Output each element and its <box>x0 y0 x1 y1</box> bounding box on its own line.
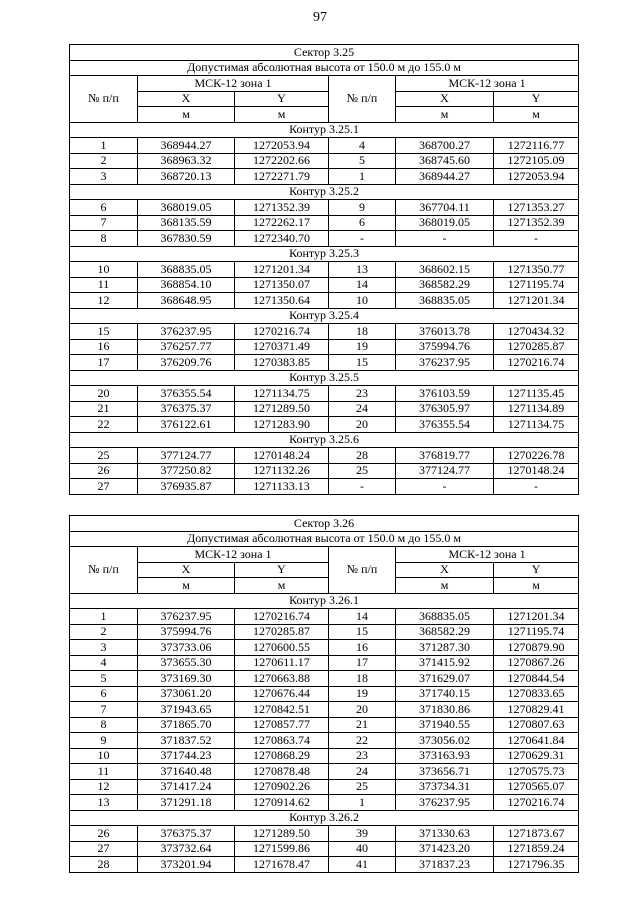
table-cell: 371740.15 <box>396 686 494 702</box>
table-cell: 3 <box>70 169 138 185</box>
table-cell: 24 <box>329 764 396 780</box>
table-row <box>70 671 579 687</box>
table-cell: 1272202.66 <box>235 153 329 169</box>
table-cell: 376237.95 <box>138 324 235 340</box>
table-row <box>70 479 579 495</box>
table-cell: 7 <box>70 215 138 231</box>
table-cell: 6 <box>70 200 138 216</box>
table-cell: 368700.27 <box>396 138 494 154</box>
table-cell: 1 <box>70 138 138 154</box>
unit-row <box>70 107 579 123</box>
table-cell: 1272262.17 <box>235 215 329 231</box>
table-cell: 1271134.75 <box>494 417 579 433</box>
table-cell: 1271350.07 <box>235 277 329 293</box>
table-cell: 1271678.47 <box>235 857 329 873</box>
table-cell: 8 <box>70 717 138 733</box>
table-cell: 1271195.74 <box>494 277 579 293</box>
table-row <box>70 401 579 417</box>
contour-row <box>70 370 579 386</box>
table-cell: 377124.77 <box>396 463 494 479</box>
table-cell: 1271796.35 <box>494 857 579 873</box>
table-cell: 1270629.31 <box>494 748 579 764</box>
table-cell: 16 <box>329 640 396 656</box>
table-cell: 1270676.44 <box>235 686 329 702</box>
table-cell: - <box>494 479 579 495</box>
contour-title: Контур 3.26.2 <box>70 810 579 826</box>
table-cell: 1271289.50 <box>235 826 329 842</box>
contour-title: Контур 3.25.6 <box>70 432 579 448</box>
table-cell: 1272105.09 <box>494 153 579 169</box>
table-row <box>70 262 579 278</box>
table-cell: 368835.05 <box>138 262 235 278</box>
table-cell: 1272271.79 <box>235 169 329 185</box>
contour-title: Контур 3.25.3 <box>70 246 579 262</box>
table-cell: - <box>329 231 396 247</box>
table-row <box>70 795 579 811</box>
table-cell: 367830.59 <box>138 231 235 247</box>
table-cell: 371291.18 <box>138 795 235 811</box>
axis-header-x: X <box>396 91 494 107</box>
table-cell: 376355.54 <box>396 417 494 433</box>
table-row <box>70 463 579 479</box>
contour-title: Контур 3.26.1 <box>70 593 579 609</box>
sector-title: Сектор 3.25 <box>70 45 579 61</box>
table-cell: 4 <box>329 138 396 154</box>
table-cell: 1270842.51 <box>235 702 329 718</box>
table-cell: 8 <box>70 231 138 247</box>
contour-row <box>70 246 579 262</box>
contour-row <box>70 432 579 448</box>
table-cell: 373732.64 <box>138 841 235 857</box>
table-cell: 1271352.39 <box>235 200 329 216</box>
table-cell: 1271132.26 <box>235 463 329 479</box>
table-cell: 1270575.73 <box>494 764 579 780</box>
table-cell: 17 <box>329 655 396 671</box>
table-cell: 376237.95 <box>396 355 494 371</box>
table-cell: 1271134.89 <box>494 401 579 417</box>
table-cell: 1 <box>70 609 138 625</box>
table-cell: 17 <box>70 355 138 371</box>
table-cell: 1271350.64 <box>235 293 329 309</box>
contour-title: Контур 3.25.5 <box>70 370 579 386</box>
table-row <box>70 702 579 718</box>
table-cell: 1270148.24 <box>494 463 579 479</box>
axis-header-y: Y <box>235 562 329 578</box>
table-row <box>70 717 579 733</box>
table-cell: 1270863.74 <box>235 733 329 749</box>
table-row <box>70 153 579 169</box>
table-row <box>70 857 579 873</box>
table-cell: 368648.95 <box>138 293 235 309</box>
table-cell: 2 <box>70 624 138 640</box>
table-cell: 371830.86 <box>396 702 494 718</box>
table-cell: 1271599.86 <box>235 841 329 857</box>
table-cell: 1271873.67 <box>494 826 579 842</box>
table-cell: 1271133.13 <box>235 479 329 495</box>
unit-header: м <box>494 107 579 123</box>
axis-header-y: Y <box>494 91 579 107</box>
table-row <box>70 324 579 340</box>
unit-header: м <box>235 107 329 123</box>
table-row <box>70 339 579 355</box>
table-cell: 25 <box>329 463 396 479</box>
table-cell: 1270902.26 <box>235 779 329 795</box>
table-cell: 1272116.77 <box>494 138 579 154</box>
num-header: № п/п <box>70 547 138 594</box>
unit-header: м <box>494 578 579 594</box>
table-cell: 1270383.85 <box>235 355 329 371</box>
table-cell: 368944.27 <box>396 169 494 185</box>
table-cell: 11 <box>70 277 138 293</box>
table-cell: 19 <box>329 339 396 355</box>
contour-row <box>70 122 579 138</box>
table-cell: 376819.77 <box>396 448 494 464</box>
height-row <box>70 60 579 76</box>
header-row <box>70 547 579 563</box>
table-cell: 1271201.34 <box>494 293 579 309</box>
table-cell: 1270371.49 <box>235 339 329 355</box>
table-cell: - <box>494 231 579 247</box>
table-row <box>70 417 579 433</box>
header-row <box>70 76 579 92</box>
table-row <box>70 748 579 764</box>
table-cell: 368582.29 <box>396 277 494 293</box>
table-cell: 1271859.24 <box>494 841 579 857</box>
table-cell: 1270434.32 <box>494 324 579 340</box>
table-row <box>70 686 579 702</box>
table-cell: 1271353.27 <box>494 200 579 216</box>
table-row <box>70 624 579 640</box>
table-cell: 371417.24 <box>138 779 235 795</box>
table-cell: 1270868.29 <box>235 748 329 764</box>
table-cell: 22 <box>70 417 138 433</box>
table-cell: 376935.87 <box>138 479 235 495</box>
table-cell: 373656.71 <box>396 764 494 780</box>
table-cell: 1270565.07 <box>494 779 579 795</box>
unit-header: м <box>396 578 494 594</box>
table-cell: 25 <box>70 448 138 464</box>
table-cell: 1270878.48 <box>235 764 329 780</box>
table-cell: 376305.97 <box>396 401 494 417</box>
table-cell: 20 <box>329 702 396 718</box>
table-cell: 10 <box>329 293 396 309</box>
table-cell: 371423.20 <box>396 841 494 857</box>
axis-header-x: X <box>396 562 494 578</box>
table-cell: 1272053.94 <box>235 138 329 154</box>
table-cell: 15 <box>329 624 396 640</box>
table-cell: 1270829.41 <box>494 702 579 718</box>
table-cell: 1270216.74 <box>494 355 579 371</box>
table-cell: 1 <box>329 795 396 811</box>
contour-row <box>70 184 579 200</box>
table-row <box>70 733 579 749</box>
table-cell: 375994.76 <box>396 339 494 355</box>
table-cell: 1271135.45 <box>494 386 579 402</box>
num-header: № п/п <box>70 76 138 123</box>
table-cell: 21 <box>70 401 138 417</box>
table-cell: 368019.05 <box>396 215 494 231</box>
table-cell: 13 <box>329 262 396 278</box>
table-cell: 1270663.88 <box>235 671 329 687</box>
table-cell: 27 <box>70 479 138 495</box>
table-cell: 376355.54 <box>138 386 235 402</box>
table-row <box>70 609 579 625</box>
table-cell: 16 <box>70 339 138 355</box>
table-cell: 41 <box>329 857 396 873</box>
table-cell: 376375.37 <box>138 826 235 842</box>
contour-row <box>70 308 579 324</box>
title-row <box>70 45 579 61</box>
table-cell: 14 <box>329 609 396 625</box>
table-cell: 376013.78 <box>396 324 494 340</box>
table-cell: 371940.55 <box>396 717 494 733</box>
table-cell: 1270641.84 <box>494 733 579 749</box>
axis-header-x: X <box>138 91 235 107</box>
table-cell: 23 <box>329 386 396 402</box>
table-cell: 27 <box>70 841 138 857</box>
table-cell: 24 <box>329 401 396 417</box>
table-cell: 371943.65 <box>138 702 235 718</box>
table-cell: 371629.07 <box>396 671 494 687</box>
axis-row <box>70 91 579 107</box>
num-header: № п/п <box>329 76 396 123</box>
table-cell: 1271201.34 <box>235 262 329 278</box>
table-cell: - <box>396 479 494 495</box>
table-cell: 376103.59 <box>396 386 494 402</box>
table-cell: 6 <box>329 215 396 231</box>
height-note: Допустимая абсолютная высота от 150.0 м до 155.0 м <box>70 531 579 547</box>
table-cell: 368602.15 <box>396 262 494 278</box>
table-cell: 14 <box>329 277 396 293</box>
table-row <box>70 215 579 231</box>
table-cell: 10 <box>70 748 138 764</box>
table-cell: 7 <box>70 702 138 718</box>
table-cell: 373163.93 <box>396 748 494 764</box>
table-cell: 1270216.74 <box>494 795 579 811</box>
table-cell: 1270216.74 <box>235 609 329 625</box>
axis-row <box>70 562 579 578</box>
sector-title: Сектор 3.26 <box>70 516 579 532</box>
table-cell: 368135.59 <box>138 215 235 231</box>
table-cell: 1271352.39 <box>494 215 579 231</box>
table-cell: 373061.20 <box>138 686 235 702</box>
table-cell: 22 <box>329 733 396 749</box>
sector-table <box>69 515 579 873</box>
num-header: № п/п <box>329 547 396 594</box>
table-cell: 13 <box>70 795 138 811</box>
table-cell: 368745.60 <box>396 153 494 169</box>
table-row <box>70 169 579 185</box>
table-cell: 21 <box>329 717 396 733</box>
contour-title: Контур 3.25.4 <box>70 308 579 324</box>
unit-header: м <box>235 578 329 594</box>
table-cell: 1270867.26 <box>494 655 579 671</box>
table-cell: 376375.37 <box>138 401 235 417</box>
zone-header: МСК-12 зона 1 <box>396 76 579 92</box>
unit-row <box>70 578 579 594</box>
table-cell: 376209.76 <box>138 355 235 371</box>
title-row <box>70 516 579 532</box>
contour-row <box>70 810 579 826</box>
table-cell: 5 <box>329 153 396 169</box>
table-row <box>70 200 579 216</box>
table-cell: 26 <box>70 826 138 842</box>
table-cell: 1271283.90 <box>235 417 329 433</box>
table-cell: 373201.94 <box>138 857 235 873</box>
table-cell: 1270216.74 <box>235 324 329 340</box>
table-cell: 371287.30 <box>396 640 494 656</box>
table-cell: 1270807.63 <box>494 717 579 733</box>
contour-title: Контур 3.25.2 <box>70 184 579 200</box>
table-row <box>70 277 579 293</box>
table-cell: 376257.77 <box>138 339 235 355</box>
table-cell: 373733.06 <box>138 640 235 656</box>
table-cell: 11 <box>70 764 138 780</box>
unit-header: м <box>138 107 235 123</box>
table-cell: 368944.27 <box>138 138 235 154</box>
height-note: Допустимая абсолютная высота от 150.0 м до 155.0 м <box>70 60 579 76</box>
table-cell: 377124.77 <box>138 448 235 464</box>
table-cell: 371415.92 <box>396 655 494 671</box>
table-row <box>70 640 579 656</box>
table-cell: 371865.70 <box>138 717 235 733</box>
table-cell: - <box>329 479 396 495</box>
table-cell: 4 <box>70 655 138 671</box>
axis-header-y: Y <box>235 91 329 107</box>
table-cell: 1270914.62 <box>235 795 329 811</box>
table-cell: 371330.63 <box>396 826 494 842</box>
table-cell: 1272053.94 <box>494 169 579 185</box>
table-cell: 5 <box>70 671 138 687</box>
table-cell: 375994.76 <box>138 624 235 640</box>
table-cell: 12 <box>70 779 138 795</box>
axis-header-x: X <box>138 562 235 578</box>
table-cell: 10 <box>70 262 138 278</box>
zone-header: МСК-12 зона 1 <box>396 547 579 563</box>
table-cell: 3 <box>70 640 138 656</box>
table-cell: 1270844.54 <box>494 671 579 687</box>
table-cell: 368835.05 <box>396 609 494 625</box>
unit-header: м <box>396 107 494 123</box>
height-row <box>70 531 579 547</box>
sector-table <box>69 44 579 495</box>
table-cell: 1270857.77 <box>235 717 329 733</box>
table-cell: 368720.13 <box>138 169 235 185</box>
table-cell: 18 <box>329 324 396 340</box>
table-cell: 2 <box>70 153 138 169</box>
table-cell: 368582.29 <box>396 624 494 640</box>
table-cell: 371640.48 <box>138 764 235 780</box>
table-cell: 1272340.70 <box>235 231 329 247</box>
table-cell: 23 <box>329 748 396 764</box>
page-number: 97 <box>313 10 327 25</box>
table-cell: 1270611.17 <box>235 655 329 671</box>
table-cell: 371837.23 <box>396 857 494 873</box>
table-cell: 1271350.77 <box>494 262 579 278</box>
axis-header-y: Y <box>494 562 579 578</box>
table-cell: 368963.32 <box>138 153 235 169</box>
table-cell: 367704.11 <box>396 200 494 216</box>
table-cell: 368854.10 <box>138 277 235 293</box>
table-cell: 20 <box>70 386 138 402</box>
table-row <box>70 138 579 154</box>
table-row <box>70 655 579 671</box>
table-cell: 12 <box>70 293 138 309</box>
table-cell: 9 <box>70 733 138 749</box>
table-cell: 1270833.65 <box>494 686 579 702</box>
table-cell: 15 <box>329 355 396 371</box>
table-cell: 25 <box>329 779 396 795</box>
contour-row <box>70 593 579 609</box>
table-cell: 6 <box>70 686 138 702</box>
table-cell: 1271201.34 <box>494 609 579 625</box>
table-cell: 19 <box>329 686 396 702</box>
table-row <box>70 779 579 795</box>
table-cell: 1270226.78 <box>494 448 579 464</box>
table-cell: 376122.61 <box>138 417 235 433</box>
table-row <box>70 826 579 842</box>
table-cell: 1270148.24 <box>235 448 329 464</box>
table-cell: 1270879.90 <box>494 640 579 656</box>
table-cell: 1271195.74 <box>494 624 579 640</box>
table-cell: 1270285.87 <box>494 339 579 355</box>
table-cell: 368835.05 <box>396 293 494 309</box>
table-row <box>70 448 579 464</box>
table-cell: 373169.30 <box>138 671 235 687</box>
table-cell: 15 <box>70 324 138 340</box>
zone-header: МСК-12 зона 1 <box>138 547 329 563</box>
table-cell: 1270285.87 <box>235 624 329 640</box>
unit-header: м <box>138 578 235 594</box>
table-cell: 373056.02 <box>396 733 494 749</box>
table-cell: 1270600.55 <box>235 640 329 656</box>
contour-title: Контур 3.25.1 <box>70 122 579 138</box>
table-row <box>70 355 579 371</box>
table-row <box>70 764 579 780</box>
table-cell: 377250.82 <box>138 463 235 479</box>
table-cell: 40 <box>329 841 396 857</box>
table-cell: 1271289.50 <box>235 401 329 417</box>
table-cell: 9 <box>329 200 396 216</box>
table-cell: 26 <box>70 463 138 479</box>
table-cell: 373655.30 <box>138 655 235 671</box>
table-row <box>70 841 579 857</box>
table-cell: 376237.95 <box>138 609 235 625</box>
table-cell: 18 <box>329 671 396 687</box>
table-cell: 1271134.75 <box>235 386 329 402</box>
table-cell: 376237.95 <box>396 795 494 811</box>
table-cell: - <box>396 231 494 247</box>
zone-header: МСК-12 зона 1 <box>138 76 329 92</box>
table-row <box>70 231 579 247</box>
table-cell: 20 <box>329 417 396 433</box>
table-cell: 371837.52 <box>138 733 235 749</box>
table-cell: 368019.05 <box>138 200 235 216</box>
table-cell: 28 <box>329 448 396 464</box>
table-cell: 371744.23 <box>138 748 235 764</box>
table-cell: 1 <box>329 169 396 185</box>
table-cell: 28 <box>70 857 138 873</box>
table-row <box>70 293 579 309</box>
table-cell: 373734.31 <box>396 779 494 795</box>
table-row <box>70 386 579 402</box>
table-cell: 39 <box>329 826 396 842</box>
